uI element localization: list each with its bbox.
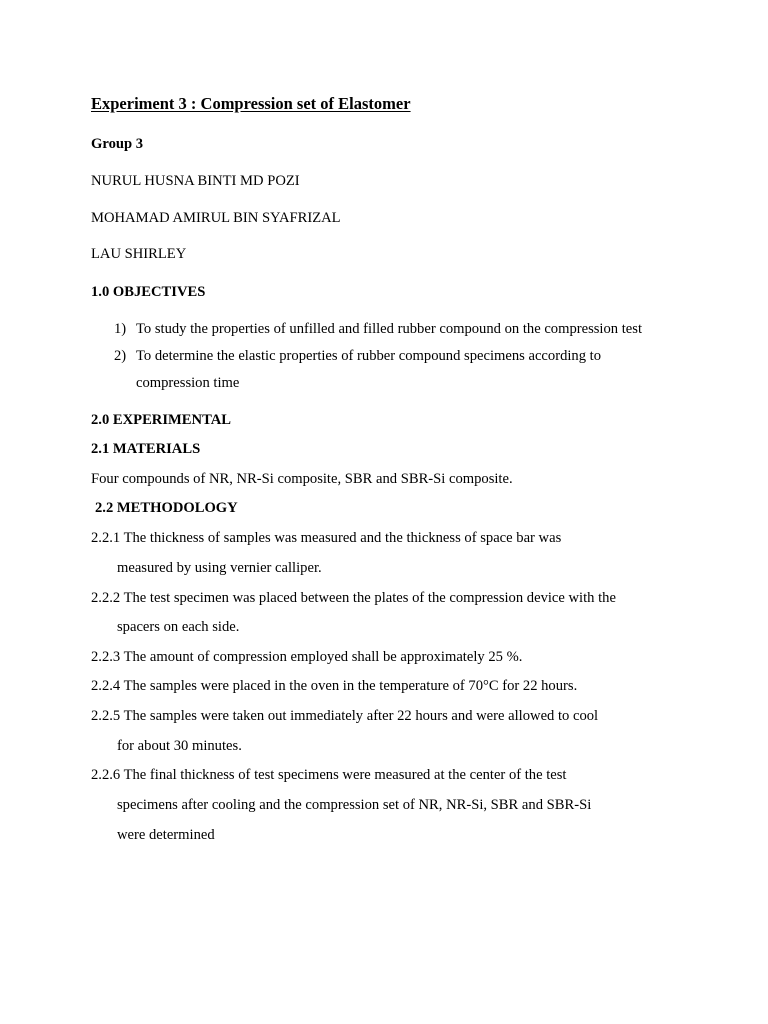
materials-heading: 2.1 MATERIALS — [91, 441, 201, 457]
document-title: Experiment 3 : Compression set of Elastomer — [91, 94, 411, 113]
objective-text: To study the properties of unfilled and filled rubber compound on the compression test — [136, 321, 642, 337]
methodology-step-continued: were determined — [117, 827, 215, 843]
methodology-step-continued: spacers on each side. — [117, 619, 240, 635]
methodology-step-continued: specimens after cooling and the compression set of NR, NR-Si, SBR and SBR-Si — [117, 797, 592, 813]
methodology-step: 2.2.4 The samples were placed in the oven in the temperature of 70°C for 22 hours. — [91, 678, 578, 694]
objective-number: 1) — [114, 321, 127, 337]
member-name: LAU SHIRLEY — [91, 246, 187, 262]
objectives-heading: 1.0 OBJECTIVES — [91, 284, 206, 300]
objective-number: 2) — [114, 348, 127, 364]
materials-text: Four compounds of NR, NR-Si composite, SBR and SBR-Si composite. — [91, 471, 513, 487]
methodology-step: 2.2.5 The samples were taken out immediately after 22 hours and were allowed to cool — [91, 708, 599, 724]
methodology-step-continued: measured by using vernier calliper. — [117, 560, 322, 576]
methodology-step: 2.2.2 The test specimen was placed between the plates of the compression device with the — [91, 590, 616, 606]
methodology-heading: 2.2 METHODOLOGY — [95, 500, 238, 516]
methodology-step: 2.2.1 The thickness of samples was measured and the thickness of space bar was — [91, 530, 562, 546]
methodology-step: 2.2.3 The amount of compression employed shall be approximately 25 %. — [91, 649, 523, 665]
member-name: MOHAMAD AMIRUL BIN SYAFRIZAL — [91, 210, 341, 226]
objective-text: To determine the elastic properties of rubber compound specimens according to — [136, 348, 602, 364]
member-name: NURUL HUSNA BINTI MD POZI — [91, 173, 300, 189]
methodology-step-continued: for about 30 minutes. — [117, 738, 242, 754]
group-label: Group 3 — [91, 136, 144, 152]
methodology-step: 2.2.6 The final thickness of test specimens were measured at the center of the test — [91, 767, 567, 783]
objective-text-continued: compression time — [136, 375, 240, 391]
experimental-heading: 2.0 EXPERIMENTAL — [91, 412, 232, 428]
